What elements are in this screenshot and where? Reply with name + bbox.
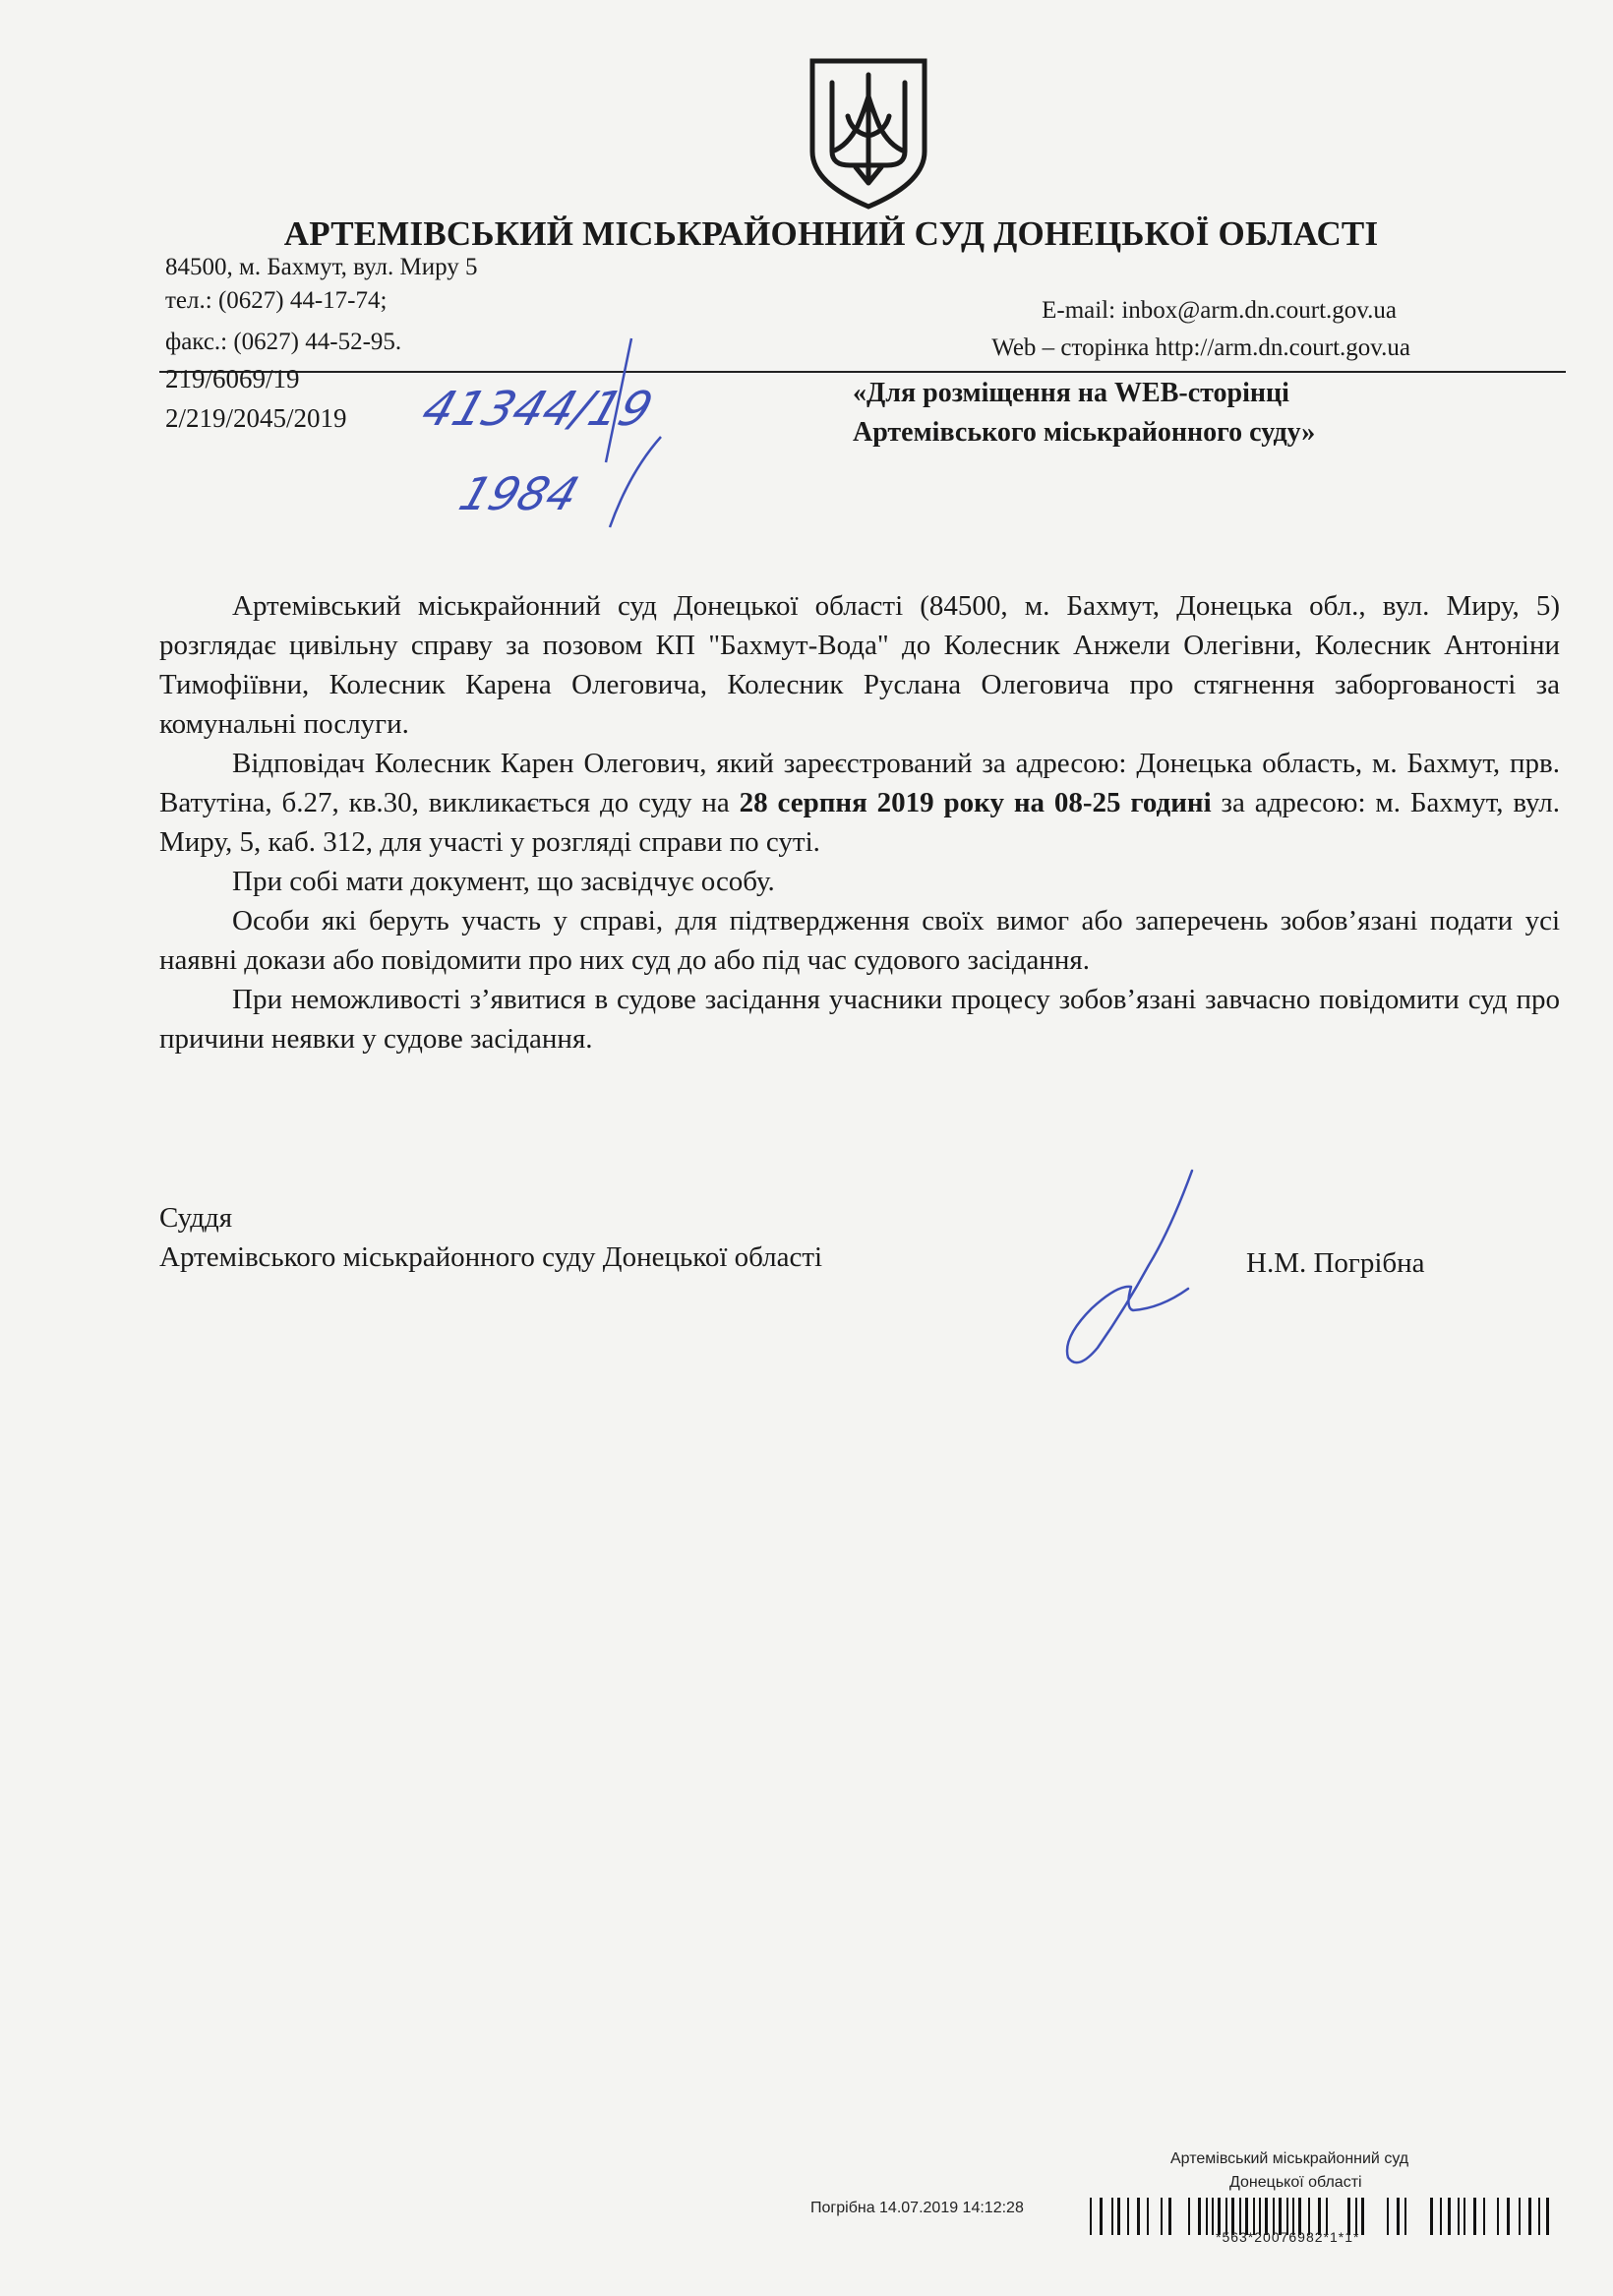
judge-role: Суддя [159, 1202, 233, 1234]
stamp-signed-by: Погрібна 14.07.2019 14:12:28 [810, 2200, 1024, 2216]
barcode-text: *563*20076982*1*1* [1216, 2229, 1360, 2245]
notice-body [159, 586, 1560, 1058]
paragraph-summons [159, 744, 1560, 862]
handwritten-signature [1023, 1161, 1239, 1377]
case-number-1: 219/6069/19 [165, 364, 300, 393]
coat-of-arms-icon [808, 57, 928, 211]
handwritten-number-2: 1984 [452, 468, 585, 521]
header-divider [159, 371, 1566, 373]
signature-block [159, 1198, 822, 1277]
paragraph-case: Артемівський міськрайонний суд Донецької області (84500, м. Бахмут, Донецька обл., вул. Миру, 5) розглядає цивільну справу за позовом КП "Бахмут-Вода" до Колесник Анжели Олегівни, Колесник Антоніни Тимофіївни, Колесник Карена Олеговича, Колесник Руслана Олеговича про стягнення заборгованості за комунальні послуги. [159, 590, 1560, 740]
judge-court: Артемівського міськрайонного суду Донецької області [159, 1241, 823, 1273]
web-placement-note [853, 374, 1315, 453]
hearing-datetime: 28 серпня 2019 року на 08-25 годині [739, 787, 1212, 818]
web-note-line-2: Артемівського міськрайонного суду» [853, 417, 1316, 448]
paragraph-evidence: Особи які беруть участь у справі, для підтвердження своїх вимог або заперечень зобов’язані подати усі наявні докази або повідомити про них суд до або під час судового засідання. [159, 905, 1560, 976]
court-email: E-mail: inbox@arm.dn.court.gov.ua [1042, 297, 1397, 324]
handwritten-registration-mark [413, 334, 679, 531]
paragraph-id-document: При собі мати документ, що засвідчує особу. [232, 866, 775, 897]
paragraph-absence: При неможливості з’явитися в судове засідання учасники процесу зобов’язані завчасно повідомити суд про причини неявки у судове засідання. [159, 984, 1560, 1055]
stamp-court-line-2: Донецької області [1229, 2174, 1362, 2191]
judge-name: Н.М. Погрібна [1246, 1247, 1425, 1279]
court-web: Web – сторінка http://arm.dn.court.gov.ua [991, 334, 1410, 361]
handwritten-number-1: 41344/19 [415, 381, 660, 437]
summons-text-b: за адресою: м. Бахмут, вул. Миру, 5, каб. 312, для участі у розгляді справи по суті. [159, 787, 1560, 858]
web-note-line-1: «Для розміщення на WEB-сторінці [853, 378, 1289, 408]
court-address: 84500, м. Бахмут, вул. Миру 5 [165, 254, 478, 280]
court-phone: тел.: (0627) 44-17-74; [165, 287, 388, 314]
stamp-court-line-1: Артемівський міськрайонний суд [1170, 2150, 1409, 2167]
case-number-2: 2/219/2045/2019 [165, 403, 347, 433]
court-fax: факс.: (0627) 44-52-95. [165, 329, 402, 355]
summons-text-a: Відповідач Колесник Карен Олегович, який зареєстрований за адресою: Донецька область, м. Бахмут, прв. Ватутіна, б.27, кв.30, викликається до суду на [159, 748, 1560, 818]
court-title: АРТЕМІВСЬКИЙ МІСЬКРАЙОННИЙ СУД ДОНЕЦЬКОЇ ОБЛАСТІ [283, 214, 1379, 253]
